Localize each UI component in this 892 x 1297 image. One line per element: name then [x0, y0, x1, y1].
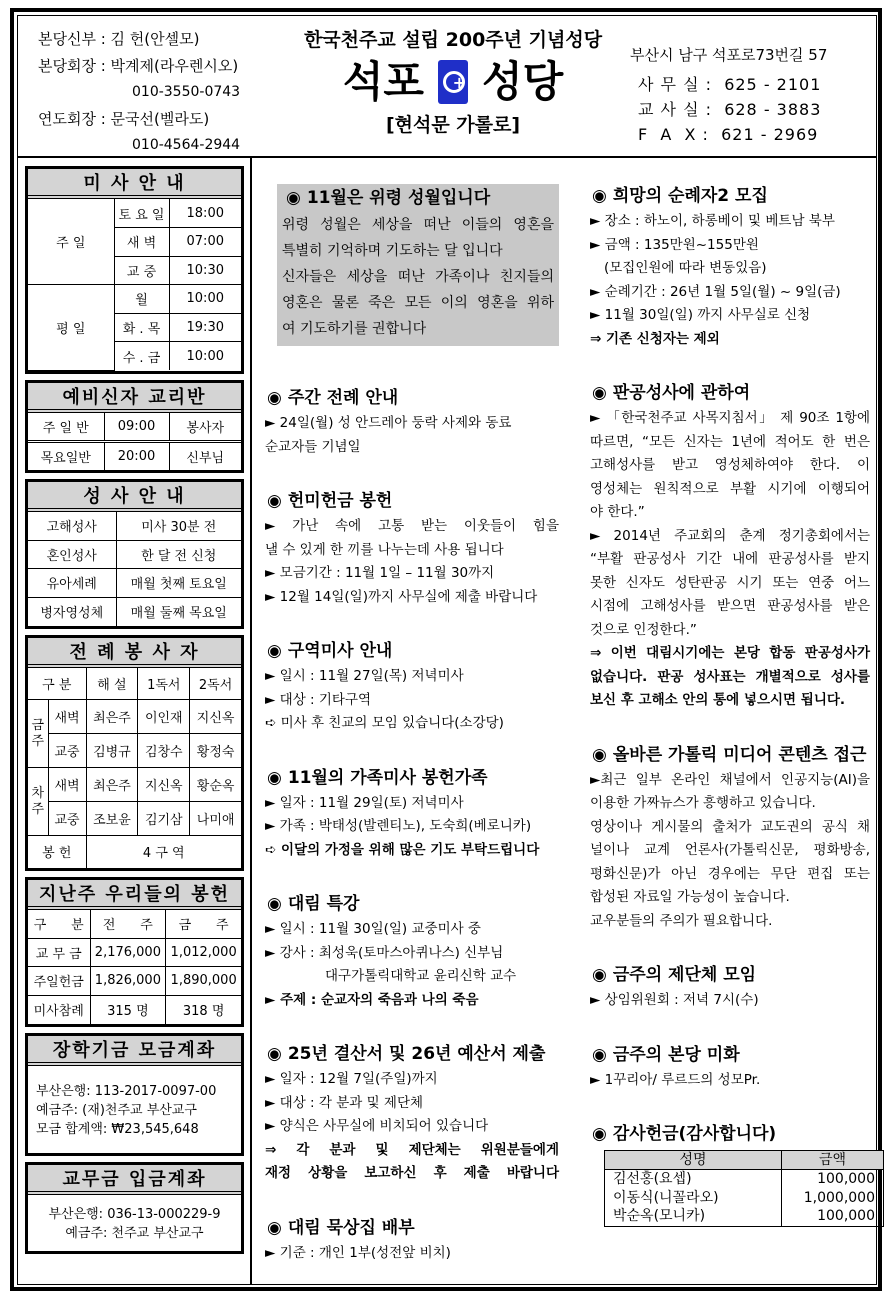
bullet-icon: ◉: [286, 188, 301, 208]
groups-meeting-section: [588, 963, 870, 1013]
section-line: 야 한다.”: [590, 504, 645, 520]
bullet-icon: ◉: [592, 965, 607, 985]
sacrament-name: 병자영성체: [28, 597, 116, 626]
mass-slot: 교중: [48, 802, 86, 836]
bullet-icon: ◉: [267, 491, 282, 511]
this-week-amount: 318 명: [166, 995, 241, 1024]
section-line: 널이나 교계 언론사(가톨릭신문, 평화방송,: [590, 842, 870, 858]
family-mass-section: [263, 766, 559, 863]
donation-amount: 100,000: [782, 1208, 884, 1227]
page-frame-inner: [17, 15, 877, 1285]
right-column: [588, 184, 875, 1257]
offering-type: 교 무 금: [28, 938, 90, 967]
section-line: 못한 신자도 성탄판공 시기 또는 연중 어느: [590, 574, 870, 591]
prev-week-amount: 2,176,000: [90, 938, 166, 967]
section-title: 희망의 순례자2 모집: [612, 186, 768, 206]
section-line: ► 순례기간 : 26년 1월 5일(월) ~ 9일(금): [590, 283, 841, 300]
section-line: ► 24일(월) 성 안드레아 둥락 사제와 동료: [265, 415, 512, 431]
class-leader: 봉사자: [169, 413, 241, 442]
section-line: ► 가족 : 박태성(발렌티노), 도숙희(베로니카): [265, 818, 532, 834]
header-cell: 구 분: [28, 668, 86, 700]
sacraments-box: [25, 479, 244, 629]
header-contact-info: [630, 42, 827, 147]
section-line: 영성체는 원칙적으로 부활 시기에 이행되어: [590, 480, 870, 497]
scholarship-total: 모금 합계액: ₩23,545,648: [36, 1121, 199, 1137]
confession-section: [588, 381, 870, 713]
mass-name: 새 벽: [114, 228, 169, 257]
mass-time: 19:30: [169, 313, 241, 342]
donor-name: 박순옥(모니카): [605, 1208, 782, 1227]
bullet-icon: ◉: [592, 383, 607, 403]
header-cell: 금 주: [166, 910, 241, 939]
header-cell: 2독서: [190, 668, 241, 700]
section-line: 대구가톨릭대학교 윤리신학 교수: [325, 968, 517, 984]
section-title: 25년 결산서 및 26년 예산서 제출: [287, 1044, 546, 1064]
section-line: ► 대상 : 기타구역: [265, 691, 372, 708]
header-cell: 전 주: [90, 910, 166, 939]
section-line: ► 양식은 사무실에 비치되어 있습니다: [265, 1118, 489, 1134]
section-line: ► 상임위원회 : 저녁 7시(수): [590, 992, 759, 1008]
section-title: 주간 전례 안내: [287, 388, 399, 408]
next-week-label: 차주: [28, 768, 48, 836]
section-line: ► 장소 : 하노이, 하롱베이 및 베트남 북부: [590, 213, 835, 229]
section-line-emphasis: ⇒ 각 분과 및 제단체는 위원분들에게: [265, 1141, 559, 1158]
mass-time: 10:30: [169, 256, 241, 285]
commentator: 최은주: [86, 768, 138, 802]
media-section: [588, 743, 870, 934]
prev-week-amount: 315 명: [90, 995, 166, 1024]
sunday-label: 주 일: [28, 199, 114, 285]
middle-column: [263, 184, 559, 1295]
mass-time: 18:00: [169, 199, 241, 228]
catechumen-box: [25, 380, 244, 473]
thanks-offering-table: [604, 1150, 884, 1227]
dues-holder: 예금주: 천주교 부산교구: [65, 1225, 204, 1241]
second-reader: 황순옥: [190, 768, 241, 802]
class-name: 목요일반: [28, 441, 104, 470]
section-line: ► 가난 속에 고통 받는 이웃들이 힘을: [265, 518, 559, 534]
highlight-line: 영혼은 물론 죽은 모든 이의 영혼을 위하: [282, 295, 554, 311]
bullet-icon: ◉: [592, 1044, 607, 1065]
first-reader: 김기삼: [138, 802, 190, 836]
catechumen-title: 예비신자 교리반: [28, 383, 241, 413]
commentator: 김병규: [86, 734, 138, 768]
section-title: 감사헌금(감사합니다): [612, 1124, 777, 1144]
offerings-title: 지난주 우리들의 봉헌: [28, 880, 241, 910]
scholarship-bank: 부산은행: 113-2017-0097-00: [36, 1083, 217, 1099]
section-title: 대림 묵상집 배부: [287, 1217, 415, 1238]
section-line: 이용한 가짜뉴스가 흥행하고 있습니다.: [590, 795, 816, 811]
sacrament-name: 혼인성사: [28, 540, 116, 569]
sacrament-info: 매월 둘째 목요일: [116, 597, 241, 626]
section-title: 금주의 본당 미화: [612, 1044, 740, 1065]
highlight-line: 위령 성월은 세상을 떠난 이들의 영혼을: [282, 217, 554, 233]
bullet-icon: ◉: [267, 1044, 282, 1064]
mass-slot: 새벽: [48, 768, 86, 802]
section-line: 고해성사를 받고 영성체하여야 한다. 이: [590, 457, 870, 473]
section-line: ► 11월 30일(일) 까지 사무실로 신청: [590, 307, 811, 323]
section-line: 순교자들 기념일: [265, 438, 361, 455]
section-line: ► 「한국천주교 사목지침서」 제 90조 1항에: [590, 410, 870, 426]
bulletin-header: [18, 16, 876, 158]
header-cell: 1독서: [138, 668, 190, 700]
second-reader: 황정숙: [190, 734, 241, 768]
section-line-emphasis: ⇒ 이번 대림시기에는 본당 합동 판공성사가: [590, 645, 870, 661]
parish-name: [283, 54, 623, 110]
section-title: 올바른 가톨릭 미디어 콘텐츠 접근: [612, 744, 867, 765]
offering-type: 미사참례: [28, 995, 90, 1024]
commentator: 최은주: [86, 700, 138, 734]
section-line: 영상이나 게시물의 출처가 교도권의 공식 채: [590, 818, 870, 835]
budget-submission-section: [263, 1042, 559, 1186]
section-line: 낼 수 있게 한 끼를 나누는데 사용 됩니다: [265, 541, 504, 558]
section-title: 헌미헌금 봉헌: [287, 491, 393, 511]
section-line: ►최근 일부 온라인 채널에서 인공지능(AI)을: [590, 771, 870, 788]
president-phone: 010-3550-0743: [132, 84, 241, 100]
catechumen-table: [28, 413, 241, 470]
this-week-label: 금주: [28, 700, 48, 768]
mass-name: 수 . 금: [114, 342, 169, 371]
sacrament-info: 미사 30분 전: [116, 512, 241, 541]
left-column: [25, 166, 244, 1260]
highlight-line: 신자들은 세상을 떠난 가족이나 친지들의: [282, 269, 554, 285]
bullet-icon: ◉: [267, 767, 282, 788]
sacrament-info: 매월 첫째 토요일: [116, 569, 241, 598]
section-line-emphasis: 재정 상황을 보고하신 후 제출 바랍니다: [265, 1165, 559, 1181]
district-mass-section: [263, 639, 559, 736]
bullet-icon: ◉: [592, 1124, 607, 1144]
office-phone: 사 무 실 : 625 - 2101: [638, 75, 822, 94]
parish-logo-icon: [438, 60, 468, 104]
advent-booklet-section: [263, 1216, 559, 1266]
rice-offering-section: [263, 489, 559, 609]
section-line: 교우분들의 주의가 필요합니다.: [590, 912, 773, 929]
second-reader: 나미애: [190, 802, 241, 836]
sacraments-title: 성 사 안 내: [28, 482, 241, 512]
weekly-liturgy-section: [263, 386, 559, 459]
sacrament-info: 한 달 전 신청: [116, 540, 241, 569]
bullet-icon: ◉: [267, 894, 282, 914]
section-line-emphasis: ⇒ 기존 신청자는 제외: [590, 330, 720, 347]
sacraments-table: [28, 512, 241, 626]
highlight-box: [277, 184, 559, 346]
section-line: ► 대상 : 각 분과 및 제단체: [265, 1094, 424, 1111]
scholarship-holder: 예금주: (재)천주교 부산교구: [36, 1102, 197, 1118]
bullet-icon: ◉: [592, 186, 607, 206]
fax-number: F A X : 621 - 2969: [638, 125, 819, 144]
section-title: 판공성사에 관하여: [612, 383, 751, 403]
section-line: ► 일시 : 11월 27일(목) 저녁미사: [265, 668, 464, 684]
first-reader: 김창수: [138, 734, 190, 768]
section-line: 합성된 자료일 가능성이 높습니다.: [590, 889, 790, 905]
parish-name-left: 석포: [342, 57, 424, 106]
section-line: ► 12월 14일(일)까지 사무실에 제출 바랍니다: [265, 588, 538, 605]
pastor-line: 본당신부 : 김 헌(안셀모): [38, 30, 200, 48]
thanks-offering-section: [588, 1122, 875, 1227]
section-title: 대림 특강: [287, 894, 360, 914]
header-subtitle: 한국천주교 설립 200주년 기념성당: [303, 29, 603, 51]
mass-slot: 새벽: [48, 700, 86, 734]
section-line-emphasis: 없습니다. 판공 성사표는 개별적으로 성사를: [590, 668, 870, 685]
header-cell: 구 분: [28, 910, 90, 939]
section-line: ► 2014년 주교회의 춘계 정기총회에서는: [590, 527, 870, 544]
first-reader: 이인재: [138, 700, 190, 734]
president-line: 본당회장 : 박계제(라우렌시오): [38, 56, 239, 75]
offerings-box: [25, 877, 244, 1027]
section-line: 시점에 고해성사를 받으면 판공성사를 받은: [590, 598, 870, 614]
section-line: ► 강사 : 최성욱(토마스아퀴나스) 신부님: [265, 944, 504, 961]
mass-name: 월: [114, 285, 169, 314]
parish-address: 부산시 남구 석포로73번길 57: [630, 46, 828, 64]
section-line: ► 일시 : 11월 30일(일) 교중미사 중: [265, 921, 481, 937]
teacher-room-phone: 교 사 실 : 628 - 3883: [638, 100, 822, 119]
mass-schedule-table: [28, 199, 241, 371]
bullet-icon: ◉: [267, 641, 282, 661]
section-title: 11월의 가족미사 봉헌가족: [287, 767, 488, 788]
sodality-phone: 010-4564-2944: [132, 137, 241, 153]
scholarship-title: 장학기금 모금계좌: [28, 1036, 241, 1066]
mass-name: 교 중: [114, 256, 169, 285]
section-line: ► 모금기간 : 11월 1일 – 11월 30까지: [265, 565, 495, 581]
section-line-emphasis: ➪ 이달의 가정을 위해 많은 기도 부탁드립니다: [265, 841, 540, 858]
first-reader: 지신옥: [138, 768, 190, 802]
class-name: 주 일 반: [28, 413, 104, 442]
mass-time: 10:00: [169, 285, 241, 314]
highlight-line: 여 기도하기를 권합니다: [282, 321, 427, 337]
offering-type: 주일헌금: [28, 967, 90, 996]
patron-saint: [현석문 가롤로]: [385, 114, 521, 136]
ministers-box: [25, 635, 244, 871]
header-staff-info: [38, 26, 240, 159]
mass-name: 토 요 일: [114, 199, 169, 228]
header-cell: 해 설: [86, 668, 138, 700]
highlight-title: 11월은 위령 성월입니다: [306, 188, 491, 208]
class-time: 09:00: [104, 413, 169, 442]
section-title: 금주의 제단체 모임: [612, 965, 757, 985]
section-line: 평화신문)가 아닌 경우에는 무단 편집 또는: [590, 865, 870, 882]
section-line: (모집인원에 따라 변동있음): [604, 260, 767, 276]
section-line: ► 1꾸리아/ 루르드의 성모Pr.: [590, 1071, 761, 1088]
dues-bank: 부산은행: 036-13-000229-9: [48, 1206, 221, 1222]
advent-lecture-section: [263, 892, 559, 1012]
prev-week-amount: 1,826,000: [90, 967, 166, 996]
weekday-label: 평 일: [28, 285, 114, 371]
mass-time: 10:00: [169, 342, 241, 371]
section-line: ► 일자 : 12월 7일(주일)까지: [265, 1071, 438, 1087]
scholarship-account-box: [25, 1033, 244, 1156]
section-line: ► 일자 : 11월 29일(토) 저녁미사: [265, 794, 464, 811]
bullet-icon: ◉: [267, 388, 282, 408]
section-line: 것으로 인정한다.”: [590, 621, 697, 638]
header-cell: 성명: [605, 1151, 782, 1170]
section-line-emphasis: 보신 후 고해소 안의 통에 넣으시면 됩니다.: [590, 692, 846, 708]
class-time: 20:00: [104, 441, 169, 470]
offerings-table: [28, 910, 241, 1024]
dues-title: 교무금 입금계좌: [28, 1165, 241, 1195]
section-title: 구역미사 안내: [287, 641, 393, 661]
sacrament-name: 고해성사: [28, 512, 116, 541]
mass-slot: 교중: [48, 734, 86, 768]
header-title-block: [283, 26, 623, 140]
donor-name: 이동식(니꼴라오): [605, 1189, 782, 1208]
mass-time: 07:00: [169, 228, 241, 257]
ministers-title: 전 례 봉 사 자: [28, 638, 241, 668]
class-leader: 신부님: [169, 441, 241, 470]
ministers-table: [28, 668, 241, 868]
section-line: 따르면, “모든 신자는 1년에 적어도 한 번은: [590, 433, 870, 450]
header-cell: 금액: [782, 1151, 884, 1170]
page-frame: [10, 8, 882, 1291]
section-line: “부활 판공성사 기간 내에 판공성사를 받지: [590, 551, 870, 567]
dues-account-box: [25, 1162, 244, 1254]
column-divider: [250, 158, 252, 1284]
pilgrimage-section: [588, 184, 870, 351]
parish-name-right: 성당: [482, 57, 564, 106]
sacrament-name: 유아세례: [28, 569, 116, 598]
highlight-line: 특별히 기억하며 기도하는 달 입니다: [282, 243, 503, 259]
second-reader: 지신옥: [190, 700, 241, 734]
mass-schedule-title: 미 사 안 내: [28, 169, 241, 199]
section-line: ➪ 미사 후 친교의 모임 있습니다(소강당): [265, 715, 504, 731]
offering-value: 4 구 역: [86, 836, 241, 868]
mass-name: 화 . 목: [114, 313, 169, 342]
this-week-amount: 1,012,000: [166, 938, 241, 967]
section-line: ► 기준 : 개인 1부(성전앞 비치): [265, 1244, 451, 1261]
this-week-amount: 1,890,000: [166, 967, 241, 996]
mass-schedule-box: [25, 166, 244, 374]
section-line: ► 금액 : 135만원~155만원: [590, 236, 759, 253]
bullet-icon: ◉: [592, 744, 607, 765]
donation-amount: 100,000: [782, 1170, 884, 1189]
commentator: 조보윤: [86, 802, 138, 836]
sodality-line: 연도회장 : 문국선(벨라도): [38, 109, 210, 128]
offering-label: 봉 헌: [28, 836, 86, 868]
bullet-icon: ◉: [267, 1217, 282, 1238]
section-line-emphasis: ► 주제 : 순교자의 죽음과 나의 죽음: [265, 991, 479, 1008]
beautification-section: [588, 1043, 870, 1093]
donation-amount: 1,000,000: [782, 1189, 884, 1208]
donor-name: 김선홍(요셉): [605, 1170, 782, 1189]
